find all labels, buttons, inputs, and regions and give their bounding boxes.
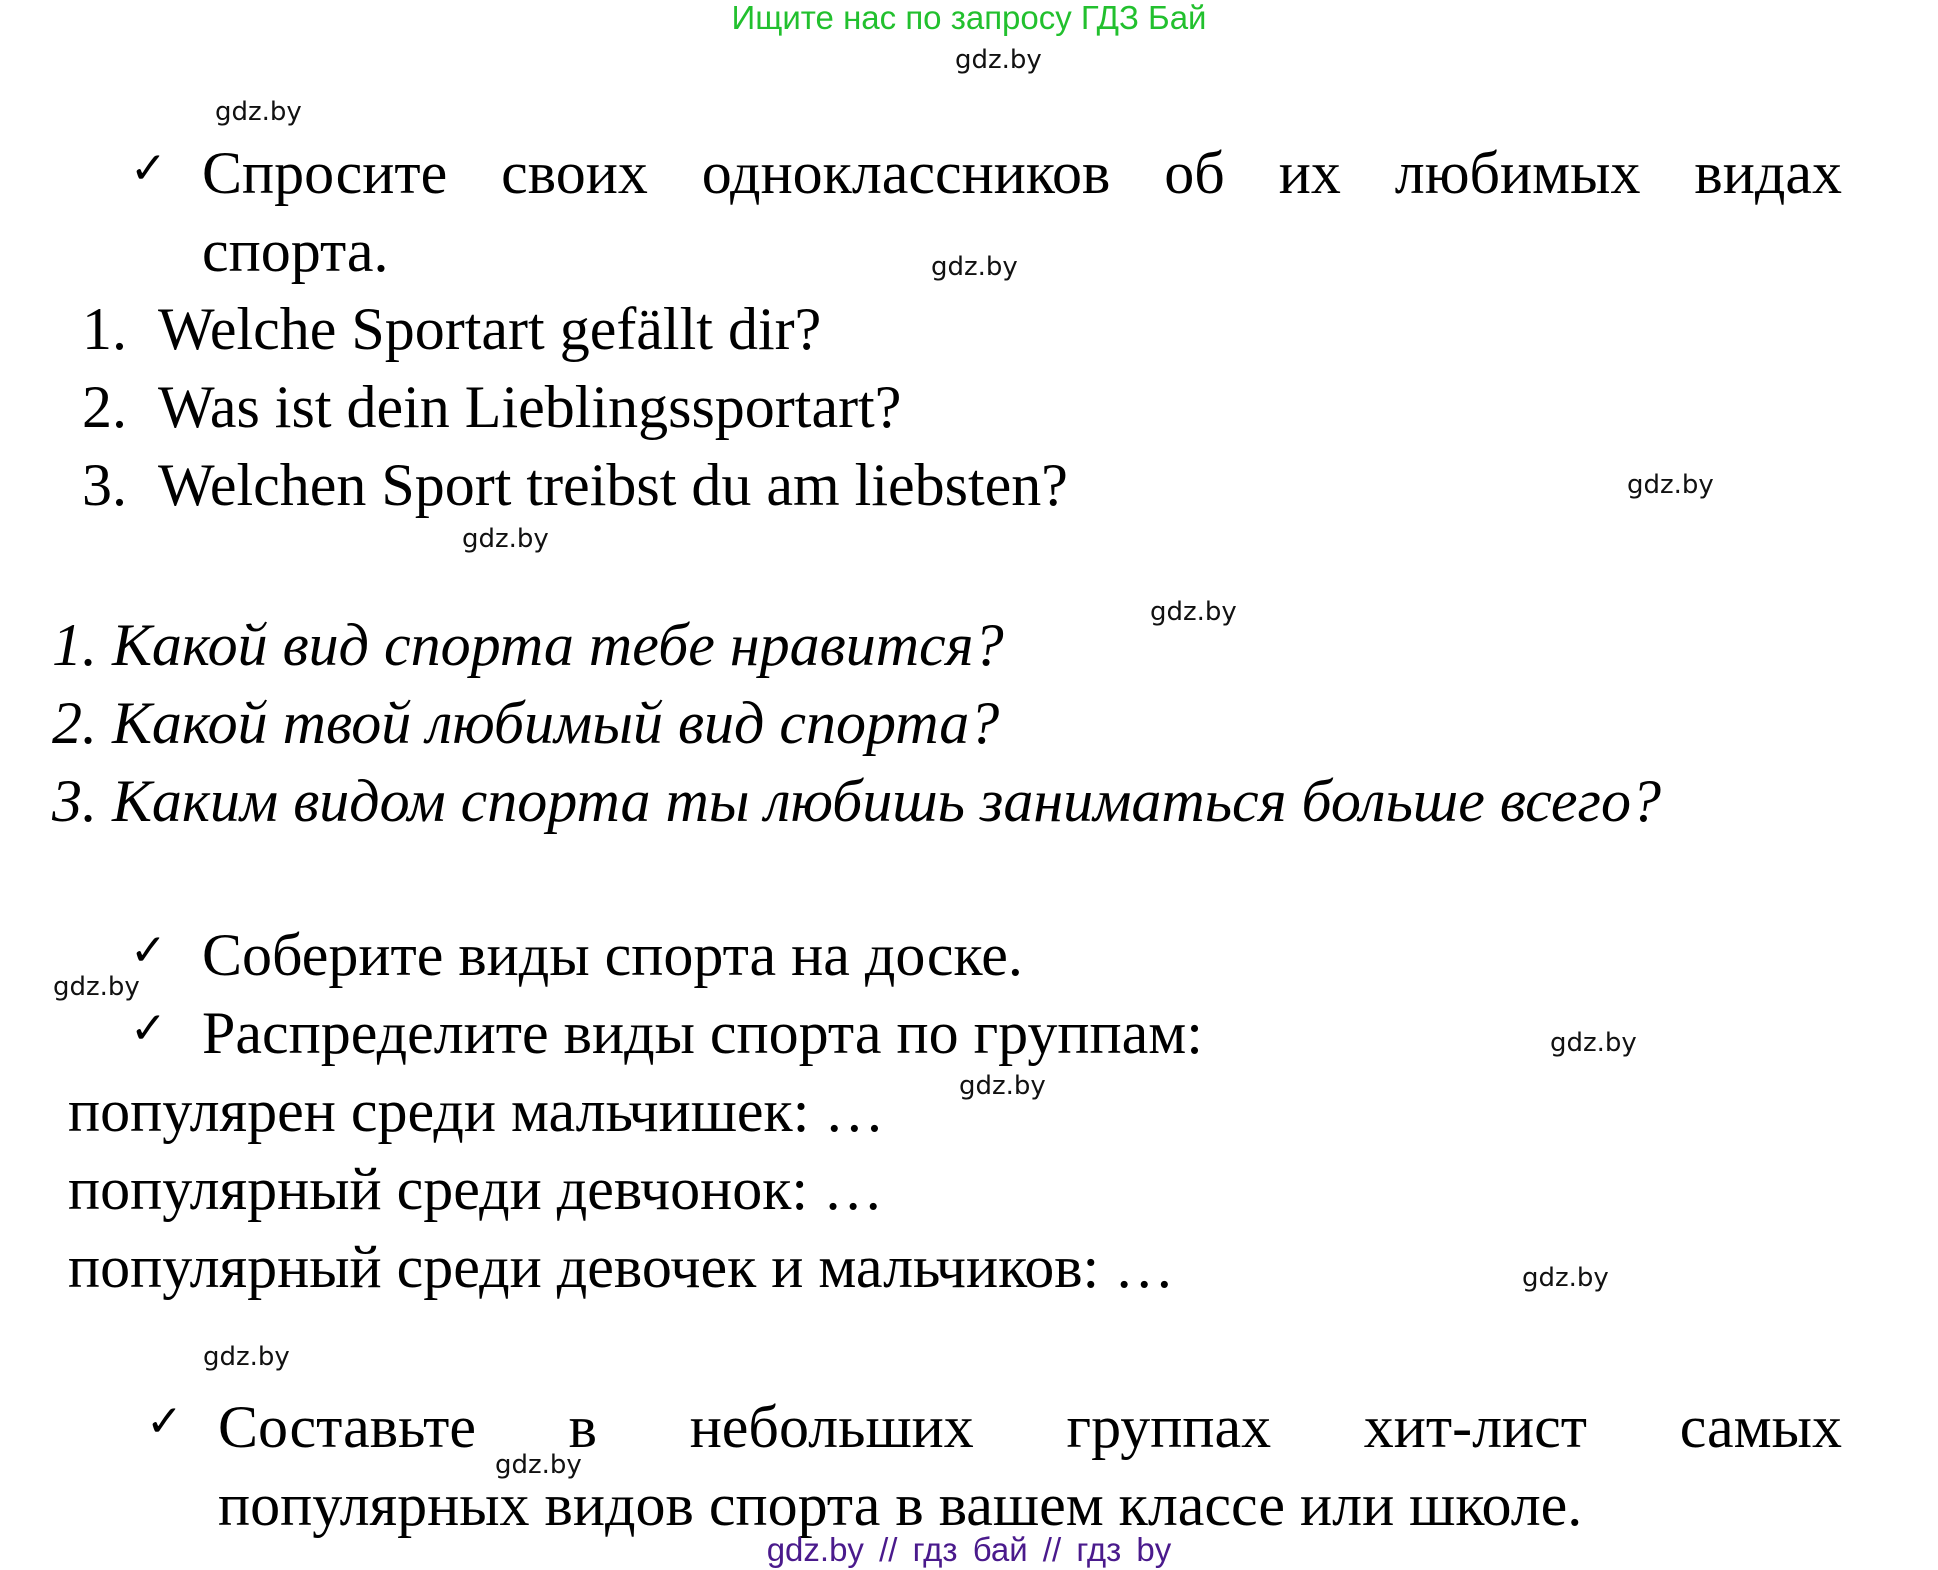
task-ask-classmates-line2: спорта. [202, 218, 389, 284]
word: самых [1679, 1394, 1842, 1460]
task-group-sports: Распределите виды спорта по группам: [202, 1000, 1203, 1066]
task-collect-sports: Соберите виды спорта на доске. [202, 922, 1023, 988]
word: любимых [1394, 140, 1641, 206]
task-hit-list-line2: популярных видов спорта в вашем классе или школе. [218, 1472, 1583, 1538]
checkmark-icon: ✓ [130, 143, 167, 194]
sports-group-both: популярный среди девочек и мальчиков: … [68, 1234, 1175, 1300]
german-question [82, 446, 1068, 524]
word: Составьте [218, 1394, 476, 1460]
question-text: Welche Sportart gefällt dir? [158, 296, 822, 362]
word: Спросите [202, 140, 448, 206]
russian-translation-list [52, 606, 1661, 840]
question-text: Was ist dein Lieblingssportart? [158, 374, 902, 440]
word: небольших [689, 1394, 974, 1460]
search-hint-banner: Ищите нас по запросу ГДЗ Бай [731, 0, 1207, 36]
word: одноклассников [701, 140, 1111, 206]
watermark: gdz.by [203, 1342, 290, 1372]
word: своих [501, 140, 648, 206]
german-question-list [82, 290, 1068, 524]
russian-translation: 3. Каким видом спорта ты любишь заниматься больше всего? [52, 768, 1661, 834]
question-number: 2. [82, 374, 127, 440]
watermark: gdz.by [495, 1450, 582, 1480]
word: об [1164, 140, 1225, 206]
checkmark-icon: ✓ [130, 925, 167, 976]
word: группах [1066, 1394, 1272, 1460]
word: видах [1694, 140, 1842, 206]
watermark: gdz.by [53, 972, 140, 1002]
question-text: Welchen Sport treibst du am liebsten? [158, 452, 1068, 518]
watermark: gdz.by [215, 97, 302, 127]
german-question [82, 368, 1068, 446]
sports-group-boys: популярен среди мальчишек: … [68, 1078, 885, 1144]
task-hit-list-line1 [218, 1388, 1842, 1466]
watermark: gdz.by [1522, 1263, 1609, 1293]
checkmark-icon: ✓ [130, 1003, 167, 1054]
word: их [1278, 140, 1341, 206]
footer-brand-links: gdz.by // гдз бай // гдз by [766, 1531, 1172, 1568]
task-hit-list [218, 1388, 1842, 1544]
russian-translation: 1. Какой вид спорта тебе нравится? [52, 612, 1004, 678]
watermark: gdz.by [1627, 470, 1714, 500]
sports-group-girls: популярный среди девчонок: … [68, 1156, 884, 1222]
watermark: gdz.by [1150, 597, 1237, 627]
watermark: gdz.by [1550, 1028, 1637, 1058]
sports-group-list [68, 1072, 1174, 1306]
question-number: 3. [82, 452, 127, 518]
checkmark-icon: ✓ [146, 1396, 183, 1447]
russian-translation: 2. Какой твой любимый вид спорта? [52, 690, 1000, 756]
word: хит-лист [1363, 1394, 1588, 1460]
watermark: gdz.by [462, 524, 549, 554]
watermark: gdz.by [931, 252, 1018, 282]
word: в [568, 1394, 598, 1460]
task-ask-classmates [202, 134, 1842, 290]
question-number: 1. [82, 296, 127, 362]
watermark: gdz.by [955, 45, 1042, 75]
watermark: gdz.by [959, 1071, 1046, 1101]
task-ask-classmates-line1 [202, 134, 1842, 212]
german-question [82, 290, 1068, 368]
